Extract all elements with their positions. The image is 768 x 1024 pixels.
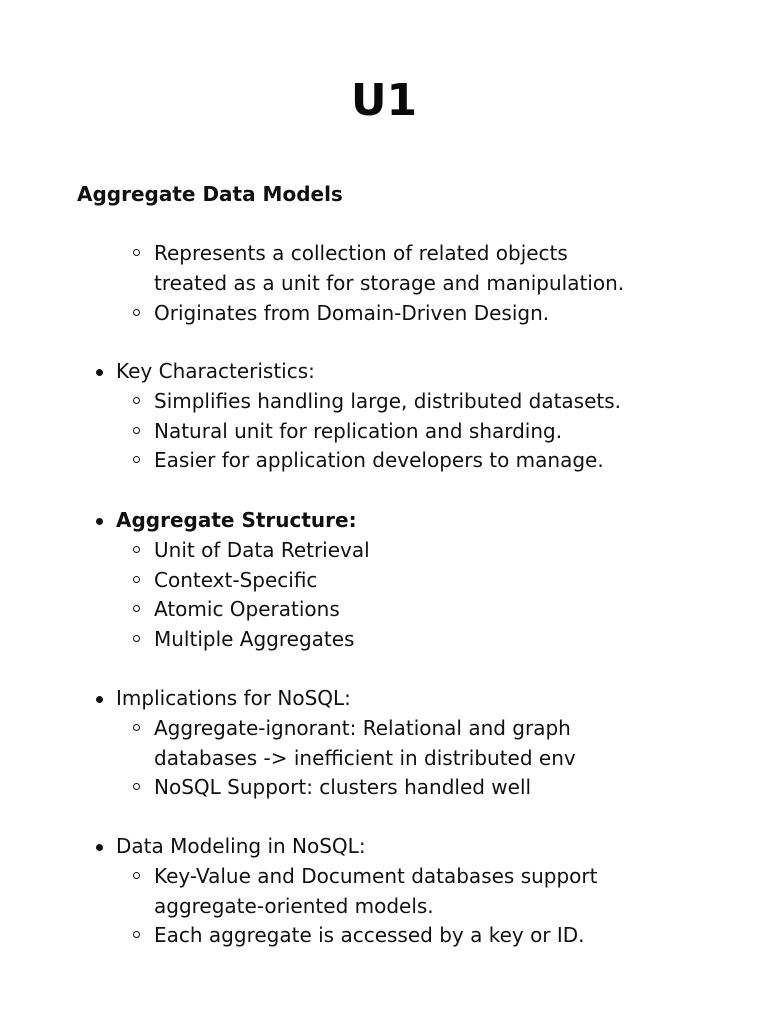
section-data-modeling-nosql	[0, 832, 768, 951]
section-implications-nosql	[0, 684, 768, 803]
list-item-text: aggregate-oriented models.	[154, 893, 434, 918]
list-item	[0, 595, 768, 625]
list-item	[0, 921, 768, 951]
list-item-text: Each aggregate is accessed by a key or ID.	[154, 923, 585, 948]
list-item-text: Atomic Operations	[154, 597, 340, 622]
bullet-label: Data Modeling in NoSQL:	[116, 834, 366, 858]
list-item	[0, 536, 768, 566]
list-item-text: Key-Value and Document databases support	[154, 863, 598, 888]
list-item	[0, 773, 768, 803]
hollow-bullet-icon	[133, 309, 140, 316]
hollow-bullet-icon	[133, 872, 140, 879]
list-item-text: Easier for application developers to manage.	[154, 448, 604, 473]
hollow-bullet-icon	[133, 576, 140, 583]
list-item	[0, 446, 768, 476]
list-item-text: Represents a collection of related objects	[154, 241, 568, 265]
hollow-bullet-icon	[133, 456, 140, 463]
bullet-item	[0, 506, 768, 536]
section-aggregate-structure	[0, 506, 768, 655]
list-item	[0, 387, 768, 417]
list-item-text: Originates from Domain-Driven Design.	[154, 300, 550, 325]
page-title: U1	[350, 75, 418, 126]
list-item	[0, 239, 768, 269]
hollow-bullet-icon	[133, 724, 140, 731]
list-item	[0, 566, 768, 596]
list-item	[0, 714, 768, 744]
hollow-bullet-icon	[133, 783, 140, 790]
list-item-text: NoSQL Support: clusters handled well	[154, 775, 532, 800]
hollow-bullet-icon	[133, 397, 140, 404]
bullet-label: Aggregate Structure:	[116, 508, 357, 532]
bullet-item	[0, 357, 768, 387]
hollow-bullet-icon	[133, 605, 140, 612]
hollow-bullet-icon	[133, 546, 140, 553]
intro-list	[0, 239, 768, 328]
bullet-icon	[96, 844, 103, 851]
section-key-characteristics	[0, 357, 768, 476]
list-item-continuation	[0, 269, 768, 299]
bullet-icon	[96, 696, 103, 703]
section-heading: Aggregate Data Models	[77, 182, 343, 206]
bullet-item	[0, 832, 768, 862]
list-item-text: treated as a unit for storage and manipulation.	[154, 270, 625, 295]
list-item-text: databases -> inefficient in distributed env	[154, 745, 576, 770]
hollow-bullet-icon	[133, 635, 140, 642]
list-item-text: Unit of Data Retrieval	[154, 537, 370, 562]
list-item	[0, 299, 768, 329]
bullet-item	[0, 684, 768, 714]
bullet-icon	[96, 518, 103, 525]
hollow-bullet-icon	[133, 249, 140, 256]
bullet-label: Key Characteristics:	[116, 359, 315, 383]
list-item-text: Aggregate-ignorant: Relational and graph	[154, 715, 571, 740]
list-item	[0, 862, 768, 892]
list-item-text: Context-Specific	[154, 567, 318, 592]
hollow-bullet-icon	[133, 427, 140, 434]
bullet-label: Implications for NoSQL:	[116, 686, 351, 710]
list-item-text: Multiple Aggregates	[154, 627, 355, 652]
list-item	[0, 625, 768, 655]
bullet-icon	[96, 369, 103, 376]
list-item-continuation	[0, 744, 768, 774]
list-item-text: Simplifies handling large, distributed datasets.	[154, 388, 622, 413]
hollow-bullet-icon	[133, 931, 140, 938]
list-item-text: Natural unit for replication and sharding.	[154, 418, 563, 443]
list-item-continuation	[0, 892, 768, 922]
list-item	[0, 417, 768, 447]
